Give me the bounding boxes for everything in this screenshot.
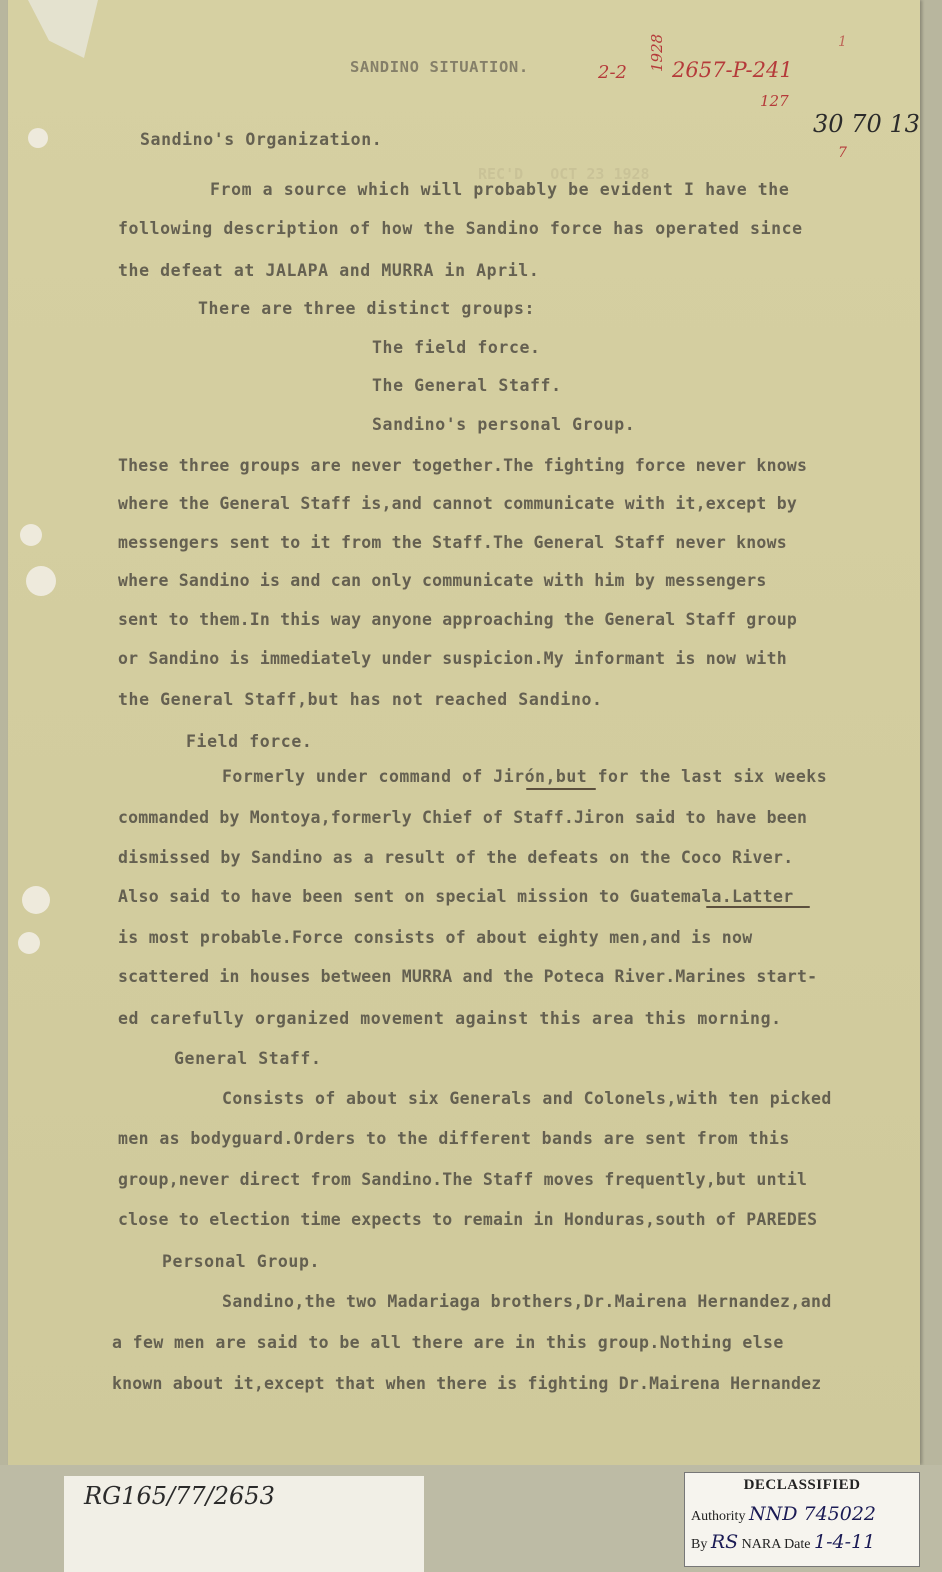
list-item: The General Staff. (372, 376, 562, 395)
body-line: group,never direct from Sandino.The Staff moves frequently,but until (118, 1170, 808, 1189)
body-line: Consists of about six Generals and Colonels,with ten picked (222, 1089, 832, 1108)
body-line: or Sandino is immediately under suspicion.My informant is now with (118, 649, 787, 668)
annotation-file-number: 2657-P-241 (672, 58, 793, 82)
body-line: ed carefully organized movement against this area this morning. (118, 1009, 782, 1028)
body-line: commanded by Montoya,formerly Chief of Staff.Jiron said to have been (118, 808, 808, 827)
nara-date-value: 1-4-11 (814, 1531, 876, 1553)
body-line: There are three distinct groups: (198, 299, 536, 318)
body-line: These three groups are never together.The fighting force never knows (118, 456, 808, 475)
punch-hole (18, 932, 40, 954)
body-line: men as bodyguard.Orders to the different bands are sent from this (118, 1129, 790, 1148)
authority-value: NND 745022 (748, 1503, 877, 1525)
heading-organization: Sandino's Organization. (140, 130, 383, 149)
body-line: From a source which will probably be evident I have the (210, 180, 790, 199)
underline-jiron (526, 788, 596, 790)
punch-hole (28, 128, 48, 148)
body-line: where the General Staff is,and cannot communicate with it,except by (118, 494, 797, 513)
punch-hole (22, 886, 50, 914)
body-line: is most probable.Force consists of about eighty men,and is now (118, 928, 753, 947)
body-line: Sandino,the two Madariaga brothers,Dr.Mairena Hernandez,and (222, 1292, 832, 1311)
subheading-field-force: Field force. (186, 732, 313, 751)
annotation-127: 127 (760, 92, 789, 110)
list-item: The field force. (372, 338, 541, 357)
body-line: dismissed by Sandino as a result of the defeats on the Coco River. (118, 848, 794, 867)
declassified-stamp (684, 1472, 920, 1567)
body-line: following description of how the Sandino force has operated since (118, 219, 803, 238)
faded-stamp: REC'D OCT 23 1928 (478, 165, 650, 183)
underline-guatemala (706, 906, 810, 908)
by-row (691, 1531, 875, 1553)
punch-hole (26, 566, 56, 596)
body-line: scattered in houses between MURRA and the Poteca River.Marines start- (118, 967, 818, 986)
annotation-date: 2-2 (598, 62, 627, 83)
list-item: Sandino's personal Group. (372, 415, 636, 434)
reference-label (64, 1476, 424, 1572)
tape-corner (28, 0, 98, 58)
nara-date-label: NARA Date (741, 1537, 811, 1552)
punch-hole (20, 524, 42, 546)
declassified-title: DECLASSIFIED (743, 1477, 861, 1493)
subheading-personal-group: Personal Group. (162, 1252, 321, 1271)
by-label: By (691, 1537, 708, 1552)
body-line: Formerly under command of Jirón,but for the last six weeks (222, 767, 828, 786)
body-line: Also said to have been sent on special mission to Guatemala.Latter (118, 887, 794, 906)
record-group-reference: RG165/77/2653 (84, 1482, 275, 1510)
document-page (8, 0, 920, 1465)
body-line: sent to them.In this way anyone approaching the General Staff group (118, 610, 797, 629)
annotation-corner-mark: 1 (838, 34, 847, 50)
document-title: SANDINO SITUATION. (350, 58, 529, 76)
body-line: the defeat at JALAPA and MURRA in April. (118, 261, 540, 280)
body-line: close to election time expects to remain in Honduras,south of PAREDES (118, 1210, 818, 1229)
body-line: a few men are said to be all there are in this group.Nothing else (112, 1333, 784, 1352)
annotation-mark: 7 (838, 145, 847, 161)
annotation-number: 30 70 13 (813, 110, 920, 138)
body-line: messengers sent to it from the Staff.The General Staff never knows (118, 533, 787, 552)
annotation-year: 1928 (648, 33, 666, 72)
authority-label: Authority (691, 1509, 746, 1524)
body-line: the General Staff,but has not reached Sandino. (118, 690, 603, 709)
by-value: RS (710, 1531, 739, 1553)
body-line: where Sandino is and can only communicate with him by messengers (118, 571, 767, 590)
authority-row (691, 1503, 876, 1525)
subheading-general-staff: General Staff. (174, 1049, 322, 1068)
body-line: known about it,except that when there is fighting Dr.Mairena Hernandez (112, 1374, 822, 1393)
